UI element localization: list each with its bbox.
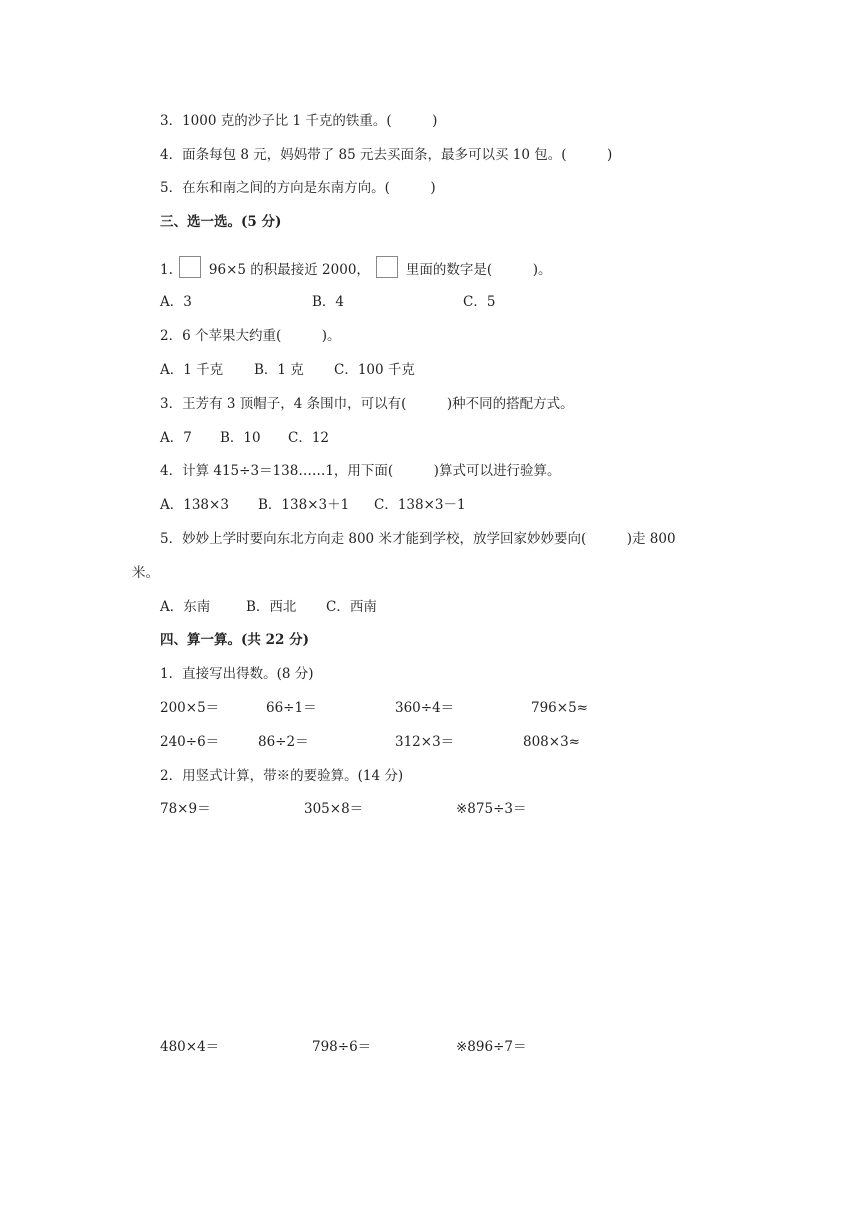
vertical-problem: ※896÷7＝	[456, 1039, 527, 1055]
choose-q3-option-a: A．7	[160, 430, 192, 446]
judge-question-4: 4．面条每包 8 元，妈妈带了 85 元去买面条，最多可以买 10 包。( )	[160, 147, 613, 163]
choose-q4-option-c: C．138×3－1	[374, 497, 466, 513]
choose-q5-option-c: C．西南	[326, 599, 377, 615]
vertical-problem: 798÷6＝	[312, 1039, 372, 1055]
choose-q1-option-a: A．3	[160, 294, 192, 310]
choose-q2-option-a: A．1 千克	[160, 362, 224, 378]
section-calc-heading: 四、算一算。(共 22 分)	[160, 632, 309, 648]
judge-question-5: 5．在东和南之间的方向是东南方向。( )	[160, 180, 436, 196]
choose-q1-mid: 96×5 的积最接近 2000，	[208, 262, 370, 278]
choose-q3-option-c: C．12	[288, 430, 330, 446]
choose-question-2: 2．6 个苹果大约重( )。	[160, 328, 341, 344]
vertical-problem: 78×9＝	[160, 801, 211, 817]
choose-question-5-continued: 米。	[132, 565, 159, 581]
choose-q2-option-b: B．1 克	[254, 362, 304, 378]
choose-q4-option-a: A．138×3	[160, 497, 229, 513]
choose-question-5: 5．妙妙上学时要向东北方向走 800 米才能到学校，放学回家妙妙要向( )走 800	[160, 531, 676, 547]
direct-problem: 86÷2＝	[258, 734, 309, 750]
choose-q5-option-b: B．西北	[246, 599, 297, 615]
choose-q1-option-c: C．5	[463, 294, 496, 310]
direct-problem: 796×5≈	[531, 700, 588, 716]
choose-q3-option-b: B．10	[220, 430, 261, 446]
direct-problem: 200×5＝	[160, 700, 220, 716]
choose-q5-option-a: A．东南	[160, 599, 211, 615]
answer-box[interactable]	[179, 256, 201, 278]
choose-question-1	[160, 256, 551, 279]
answer-box[interactable]	[376, 256, 398, 278]
choose-q1-suffix: 里面的数字是( )。	[405, 262, 552, 278]
direct-problem: 312×3＝	[395, 734, 455, 750]
judge-question-3: 3．1000 克的沙子比 1 千克的铁重。( )	[160, 113, 438, 129]
direct-problem: 808×3≈	[523, 734, 580, 750]
choose-q1-prefix: 1.	[160, 262, 173, 278]
choose-question-3: 3．王芳有 3 顶帽子，4 条围巾，可以有( )种不同的搭配方式。	[160, 396, 574, 412]
choose-q4-option-b: B．138×3＋1	[258, 497, 350, 513]
vertical-problem: ※875÷3＝	[456, 801, 527, 817]
direct-problem: 360÷4＝	[395, 700, 455, 716]
direct-problem: 66÷1＝	[266, 700, 317, 716]
calc-vertical-title: 2．用竖式计算，带※的要验算。(14 分)	[160, 768, 404, 784]
choose-q2-option-c: C．100 千克	[334, 362, 415, 378]
vertical-problem: 480×4＝	[160, 1039, 220, 1055]
section-choose-heading: 三、选一选。(5 分)	[160, 214, 282, 230]
vertical-problem: 305×8＝	[304, 801, 364, 817]
choose-q1-option-b: B．4	[312, 294, 345, 310]
calc-direct-title: 1．直接写出得数。(8 分)	[160, 666, 314, 682]
direct-problem: 240÷6＝	[160, 734, 220, 750]
choose-question-4: 4．计算 415÷3＝138……1，用下面( )算式可以进行验算。	[160, 463, 561, 479]
